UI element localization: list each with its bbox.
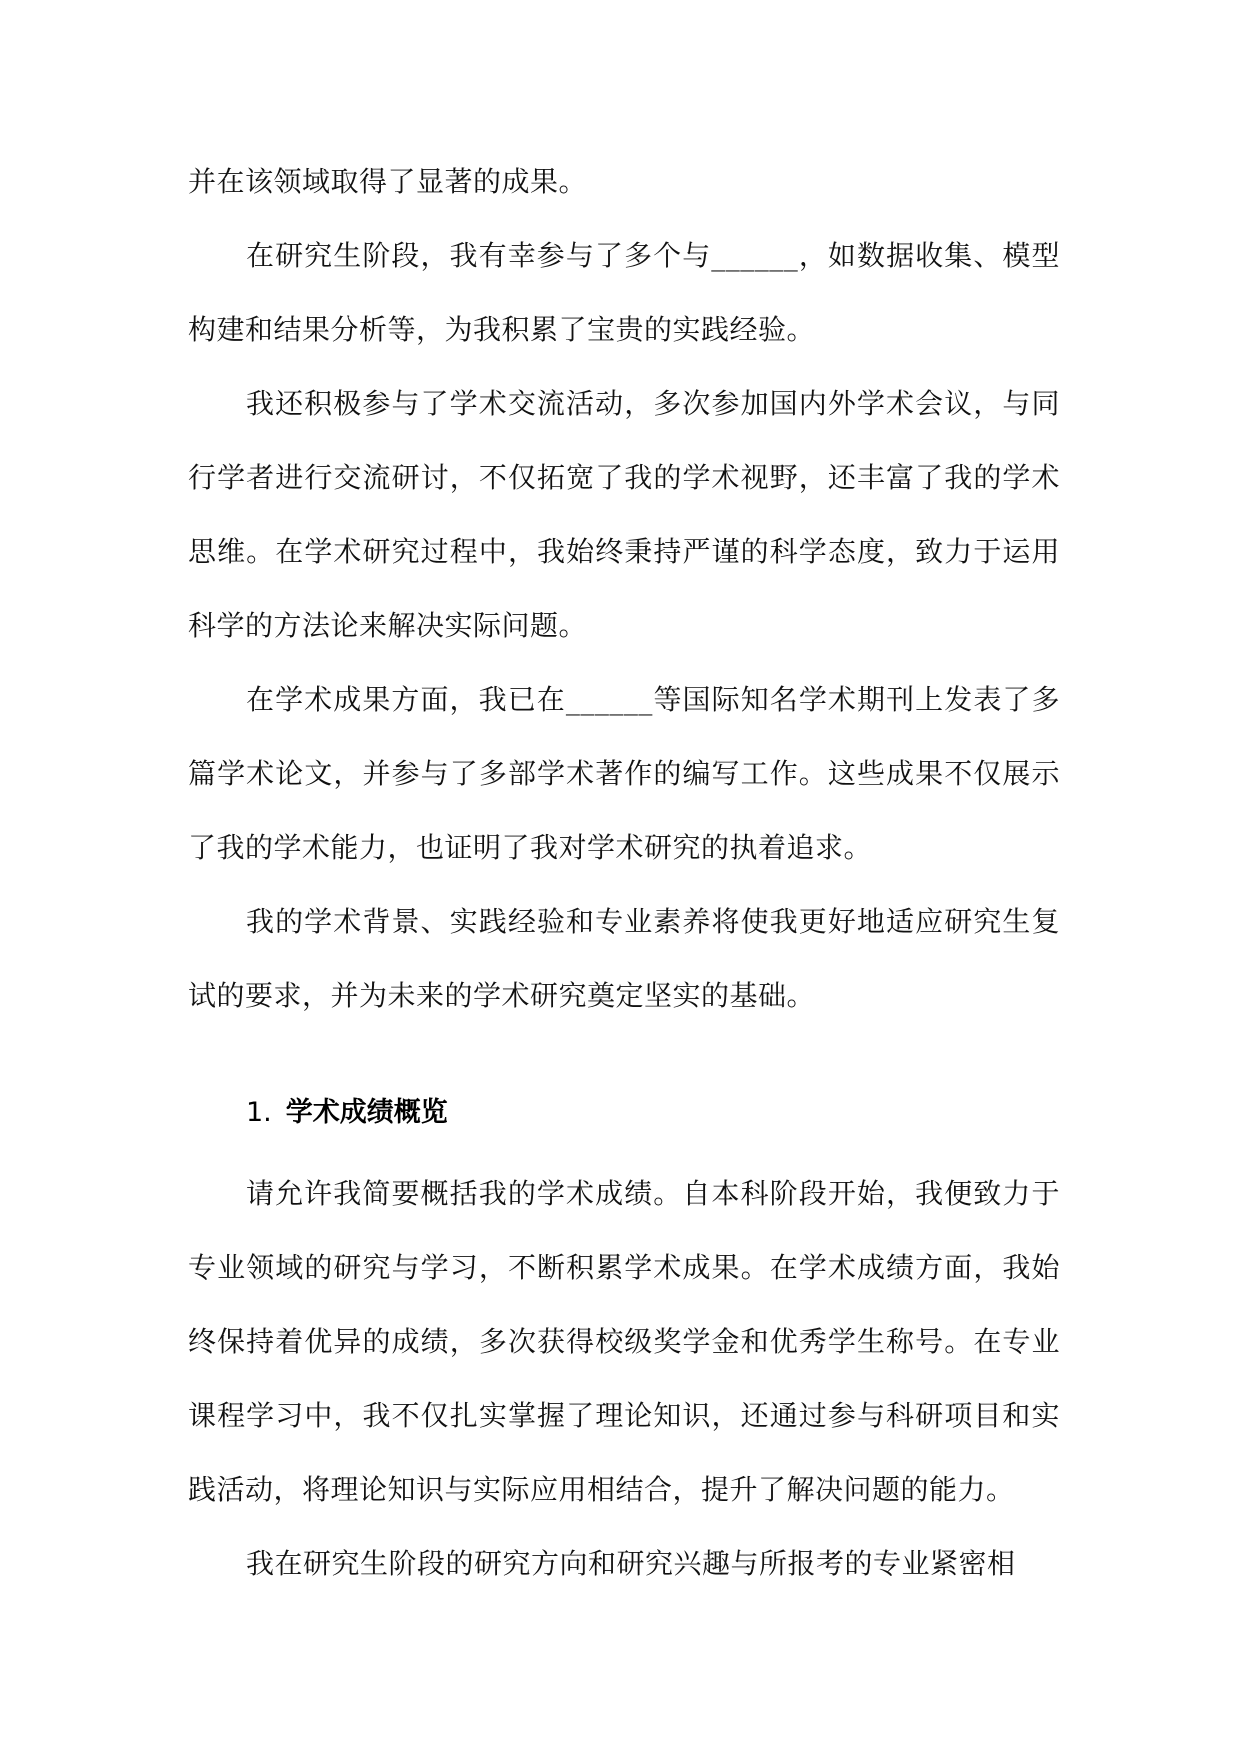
paragraph-research-direction: 我在研究生阶段的研究方向和研究兴趣与所报考的专业紧密相 <box>246 1547 1016 1580</box>
paragraph-continuation: 并在该领域取得了显著的成果。 <box>188 165 588 198</box>
document-body <box>188 145 1060 1601</box>
paragraph-background-summary: 我的学术背景、实践经验和专业素养将使我更好地适应研究生复试的要求，并为未来的学术研究奠定坚实的基础。 <box>188 905 1060 1012</box>
paragraph-research-practice: 在研究生阶段，我有幸参与了多个与______，如数据收集、模型构建和结果分析等，为我积累了宝贵的实践经验。 <box>188 239 1060 346</box>
spacer <box>188 1033 1060 1085</box>
paragraph-academic-exchange: 我还积极参与了学术交流活动，多次参加国内外学术会议，与同行学者进行交流研讨，不仅拓宽了我的学术视野，还丰富了我的学术思维。在学术研究过程中，我始终秉持严谨的科学态度，致力于运用科学的方法论来解决实际问题。 <box>188 387 1060 642</box>
spacer <box>188 1141 1060 1157</box>
paragraph-grades-overview: 请允许我简要概括我的学术成绩。自本科阶段开始，我便致力于专业领域的研究与学习，不断积累学术成果。在学术成绩方面，我始终保持着优异的成绩，多次获得校级奖学金和优秀学生称号。在专业课程学习中，我不仅扎实掌握了理论知识，还通过参与科研项目和实践活动，将理论知识与实际应用相结合，提升了解决问题的能力。 <box>188 1177 1060 1506</box>
section-number: 1. <box>246 1097 272 1128</box>
section-title: 学术成绩概览 <box>285 1097 448 1128</box>
paragraph-academic-achievements: 在学术成果方面，我已在______等国际知名学术期刊上发表了多篇学术论文，并参与了多部学术著作的编写工作。这些成果不仅展示了我的学术能力，也证明了我对学术研究的执着追求。 <box>188 683 1060 864</box>
section-heading <box>188 1085 1060 1141</box>
